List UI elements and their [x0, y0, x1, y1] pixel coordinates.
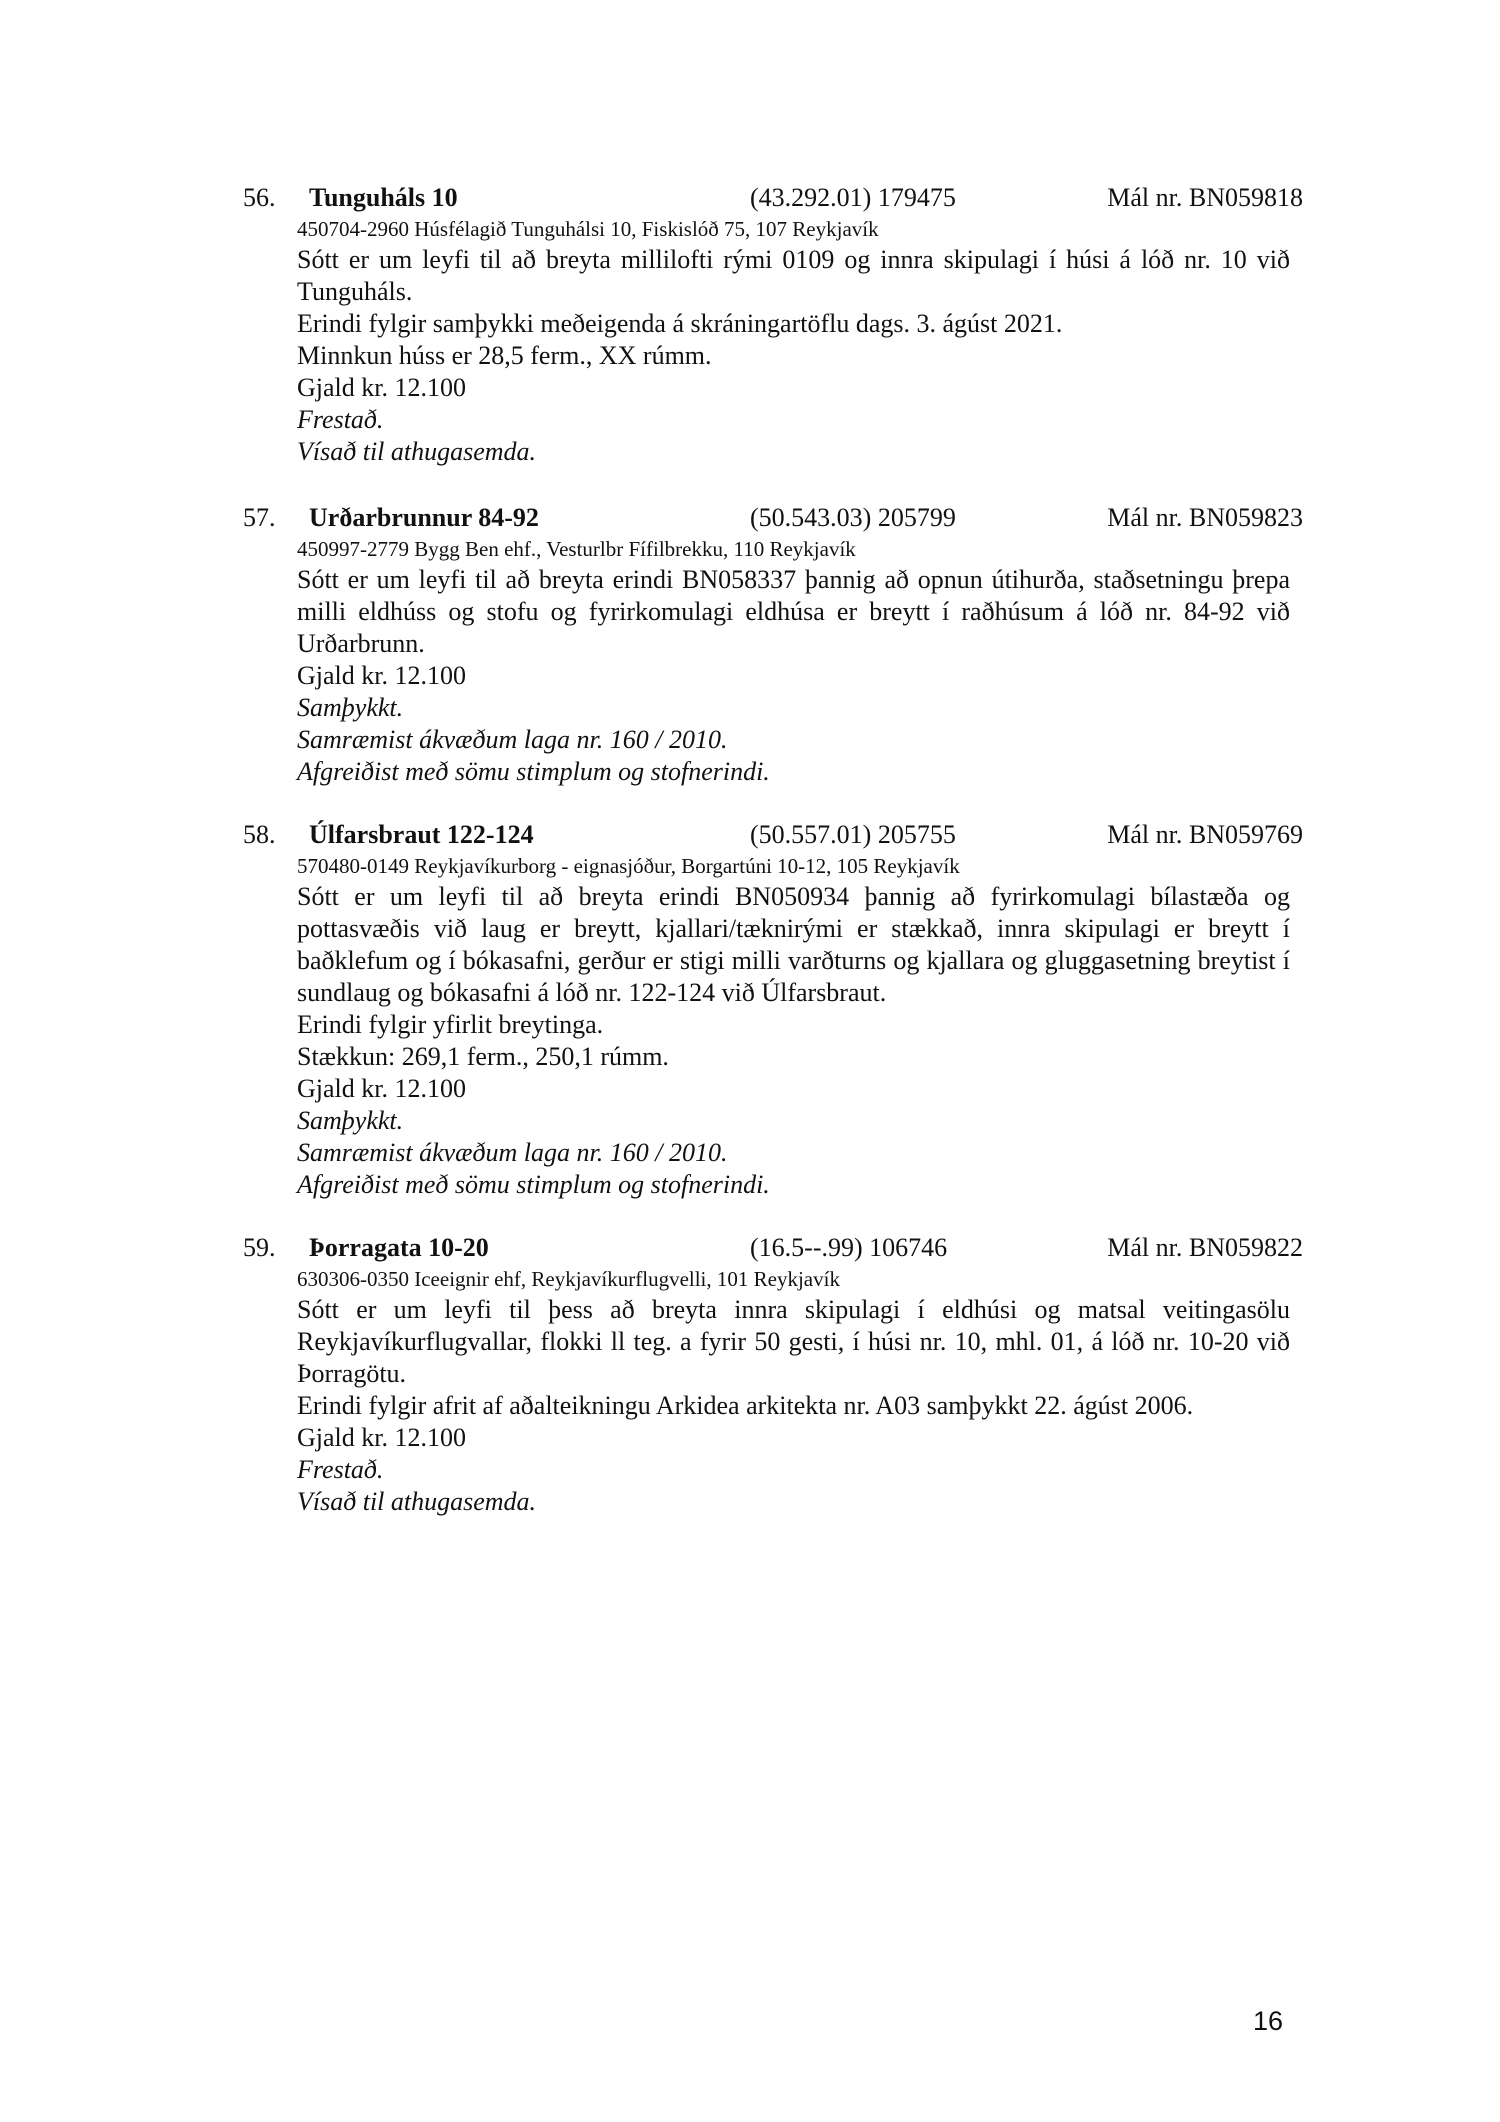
decision: Samþykkt. — [297, 693, 404, 722]
case-entry — [243, 818, 1303, 1201]
description: Sótt er um leyfi til að breyta erindi BN058337 þannig að opnun útihurða, staðsetningu þrepa milli eldhúss og stofu og fyrirkomulagi eldhúsa er breytt í raðhúsum á lóð nr. 84-92 við Urðarbrunn. — [297, 565, 1290, 658]
decision: Frestað. — [297, 1455, 384, 1484]
case-number: Mál nr. BN059769 — [1107, 820, 1303, 849]
applicant: 450997-2779 Bygg Ben ehf., Vesturlbr Fífilbrekku, 110 Reykjavík — [297, 537, 856, 561]
property-name: Þorragata 10-20 — [309, 1233, 489, 1262]
note: Erindi fylgir samþykki meðeigenda á skráningartöflu dags. 3. ágúst 2021. — [297, 309, 1063, 338]
property-name: Úlfarsbraut 122-124 — [309, 820, 534, 849]
description: Sótt er um leyfi til að breyta millilofti rými 0109 og innra skipulagi í húsi á lóð nr. 10 við Tunguháls. — [297, 245, 1290, 306]
entry-number: 58. — [243, 820, 276, 849]
case-entry — [243, 1231, 1303, 1518]
case-entry — [243, 501, 1303, 788]
entry-number: 57. — [243, 503, 276, 532]
note: Erindi fylgir yfirlit breytinga. — [297, 1010, 604, 1039]
property-name: Tunguháls 10 — [309, 183, 458, 212]
decision: Vísað til athugasemda. — [297, 437, 537, 466]
description: Sótt er um leyfi til þess að breyta innra skipulagi í eldhúsi og matsal veitingasölu Reykjavíkurflugvallar, flokki ll teg. a fyrir 50 gesti, í húsi nr. 10, mhl. 01, á lóð nr. 10-20 við Þorragötu. — [297, 1295, 1290, 1388]
land-id: (50.557.01) 205755 — [750, 820, 956, 849]
decision: Vísað til athugasemda. — [297, 1487, 537, 1516]
entry-number: 56. — [243, 183, 276, 212]
decision: Afgreiðist með sömu stimplum og stofnerindi. — [297, 757, 770, 786]
land-id: (16.5--.99) 106746 — [750, 1233, 948, 1262]
entry-number: 59. — [243, 1233, 276, 1262]
applicant: 630306-0350 Iceeignir ehf, Reykjavíkurflugvelli, 101 Reykjavík — [297, 1267, 840, 1291]
entry-header — [243, 501, 1303, 535]
decision: Afgreiðist með sömu stimplum og stofnerindi. — [297, 1170, 770, 1199]
fee: Gjald kr. 12.100 — [297, 661, 466, 690]
case-number: Mál nr. BN059823 — [1107, 503, 1303, 532]
applicant: 570480-0149 Reykjavíkurborg - eignasjóður, Borgartúni 10-12, 105 Reykjavík — [297, 854, 960, 878]
decision: Samræmist ákvæðum laga nr. 160 / 2010. — [297, 1138, 728, 1167]
land-id: (43.292.01) 179475 — [750, 183, 956, 212]
note: Stækkun: 269,1 ferm., 250,1 rúmm. — [297, 1042, 669, 1071]
land-id: (50.543.03) 205799 — [750, 503, 956, 532]
fee: Gjald kr. 12.100 — [297, 1074, 466, 1103]
note: Minnkun húss er 28,5 ferm., XX rúmm. — [297, 341, 712, 370]
fee: Gjald kr. 12.100 — [297, 373, 466, 402]
case-entry — [243, 181, 1303, 468]
property-name: Urðarbrunnur 84-92 — [309, 503, 539, 532]
page-number: 16 — [1253, 2006, 1284, 2036]
case-number: Mál nr. BN059822 — [1107, 1233, 1303, 1262]
applicant: 450704-2960 Húsfélagið Tunguhálsi 10, Fiskislóð 75, 107 Reykjavík — [297, 217, 879, 241]
decision: Frestað. — [297, 405, 384, 434]
decision: Samræmist ákvæðum laga nr. 160 / 2010. — [297, 725, 728, 754]
fee: Gjald kr. 12.100 — [297, 1423, 466, 1452]
note: Erindi fylgir afrit af aðalteikningu Arkidea arkitekta nr. A03 samþykkt 22. ágúst 2006. — [297, 1391, 1194, 1420]
entry-header — [243, 818, 1303, 852]
entry-header — [243, 1231, 1303, 1265]
case-number: Mál nr. BN059818 — [1107, 183, 1303, 212]
description: Sótt er um leyfi til að breyta erindi BN050934 þannig að fyrirkomulagi bílastæða og pottasvæðis við laug er breytt, kjallari/tæknirými er stækkað, innra skipulagi er breytt í baðklefum og í bókasafni, gerður er stigi milli varðturns og kjallara og gluggasetning breytist í sundlaug og bókasafni á lóð nr. 122-124 við Úlfarsbraut. — [297, 882, 1290, 1007]
entry-header — [243, 181, 1303, 215]
decision: Samþykkt. — [297, 1106, 404, 1135]
